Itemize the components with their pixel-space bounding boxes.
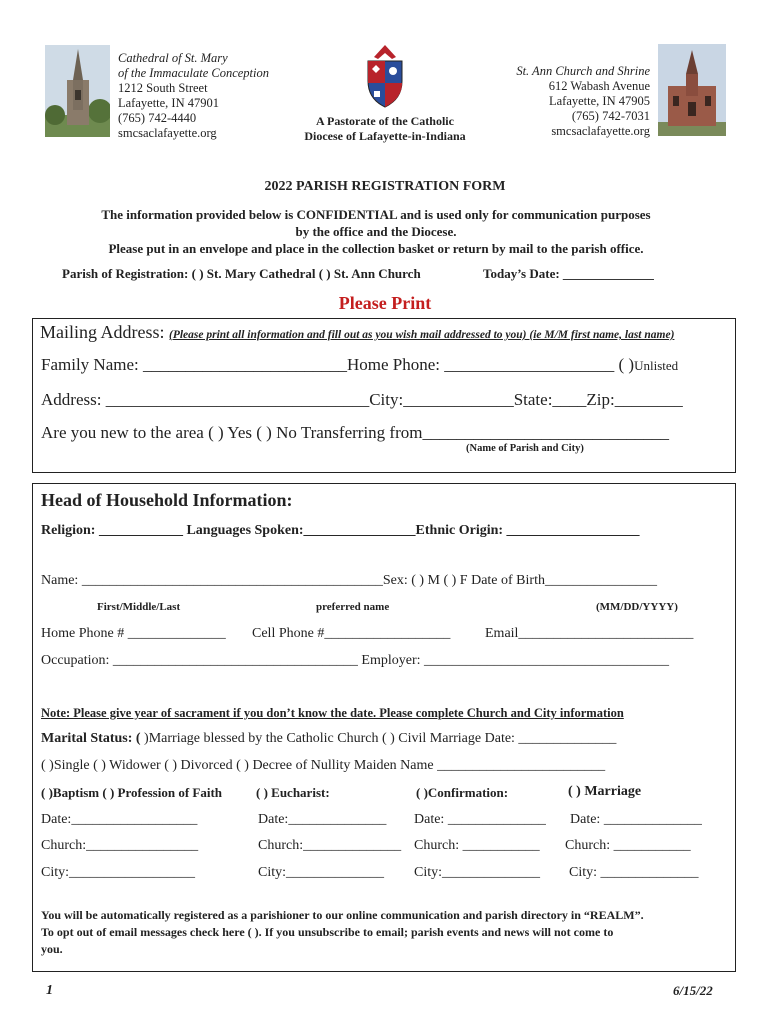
eucharist-date-field[interactable]: Date:______________	[258, 812, 387, 827]
caption-preferred-name: preferred name	[316, 601, 390, 613]
family-name-field[interactable]	[41, 355, 678, 375]
pastorate-line2: Diocese of Lafayette-in-Indiana	[304, 129, 466, 143]
baptism-church-field[interactable]: Church:________________	[41, 838, 199, 853]
page-number: 1	[46, 983, 53, 998]
sacrament-note: Note: Please give year of sacrament if you don’t know the date. Please complete Church and City information	[41, 706, 624, 720]
stann-phone: (765) 742-7031	[571, 109, 650, 123]
family-home-phone-line[interactable]: Family Name: ________________________Home Phone: ____________________ ( )	[41, 355, 635, 374]
new-to-area-field[interactable]: Are you new to the area ( ) Yes ( ) No Transferring from_____________________________	[41, 423, 669, 442]
realm-note-line3: you.	[41, 942, 63, 956]
marriage-label[interactable]: ( ) Marriage	[568, 784, 642, 799]
caption-first-middle-last: First/Middle/Last	[97, 601, 181, 613]
marriage-church-field[interactable]: Church: ___________	[565, 838, 691, 853]
unlisted-label: Unlisted	[634, 358, 679, 373]
form-title: 2022 PARISH REGISTRATION FORM	[264, 179, 506, 194]
eucharist-city-field[interactable]: City:______________	[258, 865, 385, 880]
cathedral-photo	[45, 45, 110, 137]
todays-date-field[interactable]: Today’s Date: ______________	[483, 266, 654, 281]
home-phone-field[interactable]: Home Phone # ______________	[41, 626, 226, 641]
marriage-date-field[interactable]: Date: ______________	[570, 812, 702, 827]
email-field[interactable]: Email_________________________	[485, 626, 694, 641]
household-section	[32, 483, 736, 972]
cathedral-city: Lafayette, IN 47901	[118, 96, 220, 110]
baptism-date-field[interactable]: Date:__________________	[41, 812, 198, 827]
stann-church-photo	[658, 44, 726, 136]
pastorate-line1: A Pastorate of the Catholic	[316, 114, 454, 128]
parish-of-registration[interactable]: Parish of Registration: ( ) St. Mary Cathedral ( ) St. Ann Church	[62, 266, 421, 281]
confirmation-label[interactable]: ( )Confirmation:	[416, 785, 509, 800]
confirmation-date-field[interactable]: Date: ______________	[414, 812, 546, 827]
transfer-caption: (Name of Parish and City)	[466, 443, 584, 454]
mailing-heading-label: Mailing Address:	[40, 322, 165, 342]
name-sex-dob-field[interactable]: Name: ___________________________________________Sex: ( ) M ( ) F Date of Birth________________	[41, 573, 657, 588]
baptism-label[interactable]: ( )Baptism ( ) Profession of Faith	[41, 785, 223, 800]
stann-web: smcsaclafayette.org	[551, 124, 650, 138]
cathedral-web: smcsaclafayette.org	[118, 126, 217, 140]
confirmation-city-field[interactable]: City:______________	[414, 865, 541, 880]
caption-dob-format: (MM/DD/YYYY)	[596, 601, 678, 613]
cell-phone-field[interactable]: Cell Phone #__________________	[252, 626, 451, 641]
mailing-heading	[40, 322, 674, 343]
stann-street: 612 Wabash Avenue	[548, 79, 650, 93]
address-field[interactable]: Address: _______________________________City:_____________State:____Zip:________	[41, 390, 683, 409]
cathedral-name-line2: of the Immaculate Conception	[118, 66, 270, 80]
eucharist-label[interactable]: ( ) Eucharist:	[256, 785, 330, 800]
religion-language-ethnic-field[interactable]: Religion: ____________ Languages Spoken:________________Ethnic Origin: ___________________	[41, 523, 640, 538]
occupation-employer-field[interactable]: Occupation: ___________________________________ Employer: ___________________________________	[41, 653, 670, 668]
baptism-city-field[interactable]: City:__________________	[41, 865, 196, 880]
mailing-note: (Please print all information and fill out as you wish mail addressed to you) (ie M/M first name, last name)	[169, 329, 675, 341]
marital-status-label: Marital Status: (	[41, 731, 141, 746]
realm-optout-line2[interactable]: To opt out of email messages check here ( ). If you unsubscribe to email; parish events and news will not come to	[41, 925, 614, 939]
confirmation-church-field[interactable]: Church: ___________	[414, 838, 540, 853]
stann-city: Lafayette, IN 47905	[548, 94, 650, 108]
intro-line2: by the office and the Diocese.	[295, 224, 457, 239]
please-print: Please Print	[338, 293, 432, 313]
eucharist-church-field[interactable]: Church:______________	[258, 838, 402, 853]
cathedral-street: 1212 South Street	[118, 81, 208, 95]
intro-line1: The information provided below is CONFIDENTIAL and is used only for communication purposes	[101, 207, 651, 222]
stann-name: St. Ann Church and Shrine	[516, 64, 650, 78]
diocese-crest-icon	[362, 43, 408, 109]
realm-note-line1: You will be automatically registered as a parishioner to our online communication and parish directory in “REALM”.	[41, 908, 644, 922]
household-heading: Head of Household Information:	[41, 490, 293, 510]
document-date: 6/15/22	[673, 983, 713, 998]
cathedral-name-line1: Cathedral of St. Mary	[118, 51, 228, 65]
marriage-city-field[interactable]: City: ______________	[569, 865, 699, 880]
marital-options[interactable]: )Marriage blessed by the Catholic Church ( ) Civil Marriage Date: ______________	[140, 731, 617, 746]
intro-line3: Please put in an envelope and place in the collection basket or return by mail to the parish office.	[108, 241, 644, 256]
cathedral-phone: (765) 742-4440	[118, 111, 197, 125]
single-widow-divorce-field[interactable]: ( )Single ( ) Widower ( ) Divorced ( ) Decree of Nullity Maiden Name ________________________	[41, 758, 606, 773]
marital-status-field[interactable]	[41, 731, 616, 747]
